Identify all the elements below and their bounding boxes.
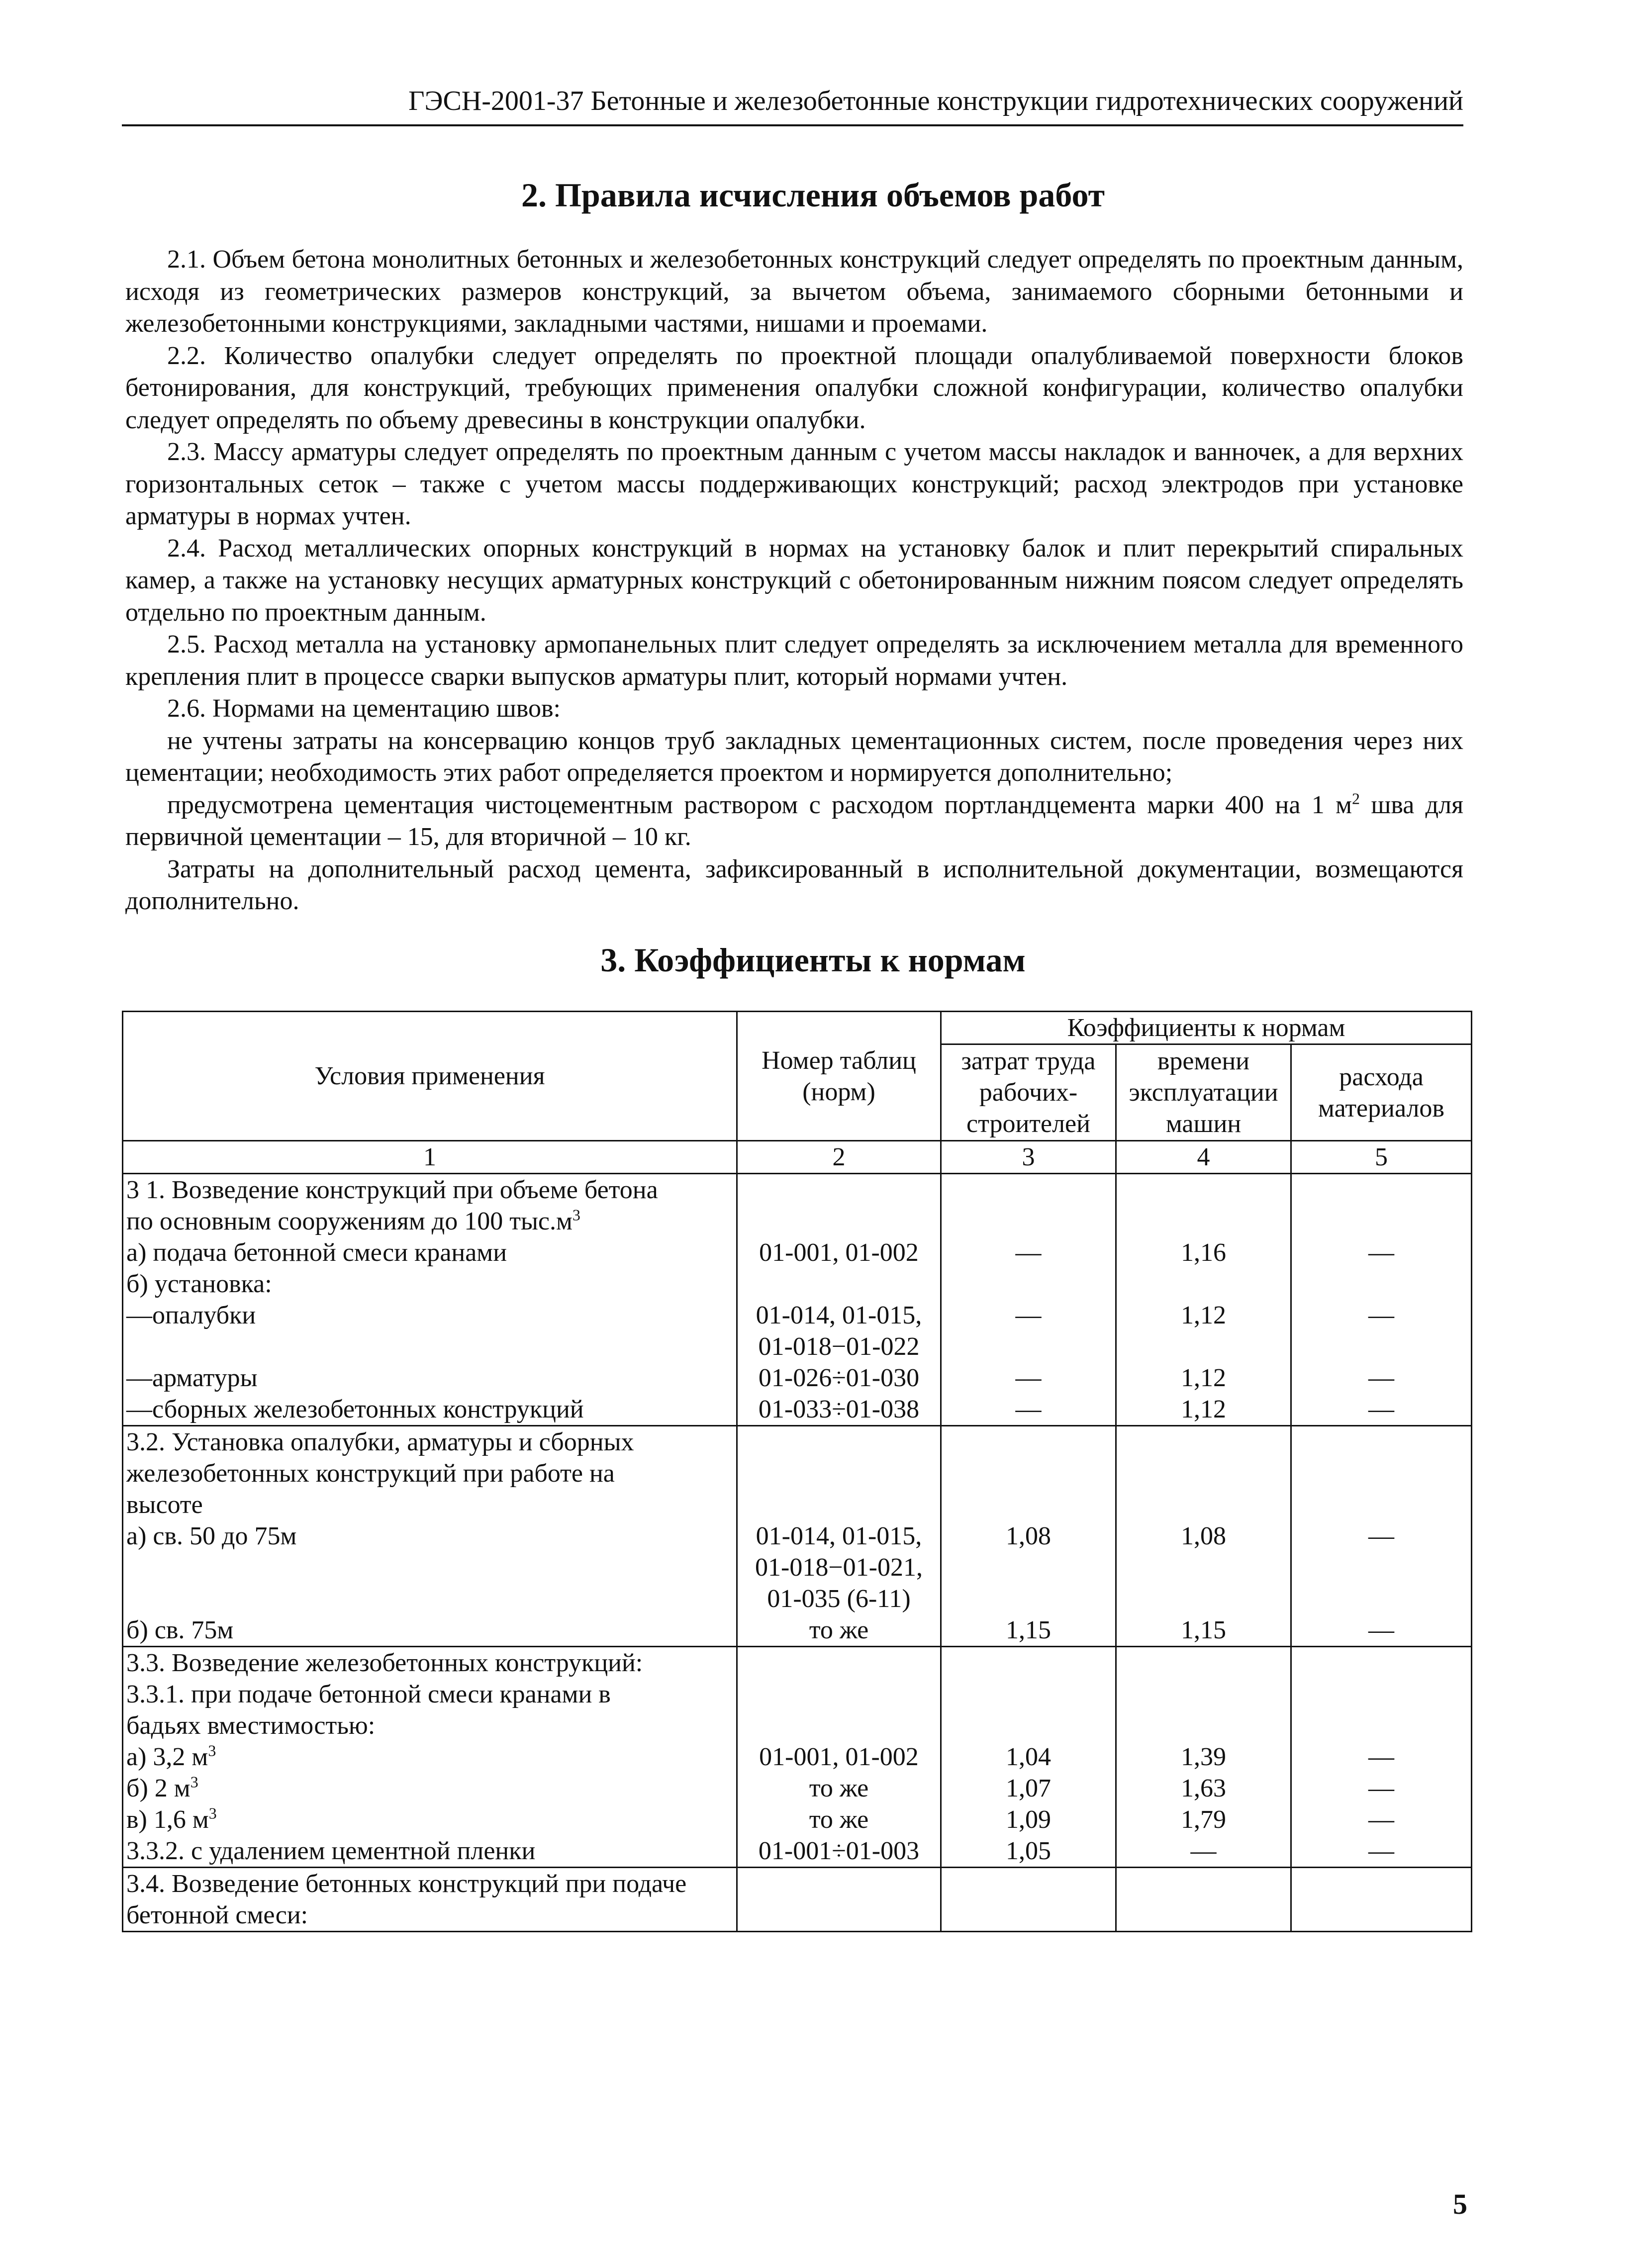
coefficient-value: 1,16 <box>1181 1238 1226 1267</box>
coefficient-value: — <box>1368 1774 1395 1802</box>
table-number: 01-035 (6-11) <box>767 1585 911 1613</box>
conditions-cell <box>123 1647 737 1868</box>
machines-cell <box>1116 1868 1291 1932</box>
row-title: бетонной смеси: <box>126 1901 308 1929</box>
condition-item <box>126 1804 733 1835</box>
condition-item <box>126 1773 733 1804</box>
column-number: 3 <box>941 1141 1116 1174</box>
row-title: 3 1. Возведение конструкций при объеме бетона <box>126 1176 658 1204</box>
labor-cell <box>941 1647 1116 1868</box>
condition-text: а) 3,2 м <box>126 1743 208 1771</box>
header-materials: расхода материалов <box>1291 1044 1472 1141</box>
coefficient-value: 1,08 <box>1006 1522 1051 1550</box>
coefficient-value: — <box>1368 1522 1395 1550</box>
table-numbers-cell <box>737 1174 941 1426</box>
row-title: железобетонных конструкций при работе на <box>126 1459 615 1488</box>
coefficient-value: 1,07 <box>1006 1774 1051 1802</box>
coefficient-value: 1,63 <box>1181 1774 1226 1802</box>
table-number: 01-001÷01-003 <box>758 1837 920 1865</box>
machines-cell <box>1116 1647 1291 1868</box>
coefficient-value: 1,12 <box>1181 1395 1226 1423</box>
header-machines: времени эксплуатации машин <box>1116 1044 1291 1141</box>
paragraph-2-6-2-text: предусмотрена цементация чистоцементным раствором с расходом портландцемента марки 400 на 1 м <box>167 790 1352 819</box>
row-title: бадьях вместимостью: <box>126 1711 376 1740</box>
row-title: 3.3. Возведение железобетонных конструкций: <box>126 1649 643 1677</box>
row-title: 3.2. Установка опалубки, арматуры и сборных <box>126 1428 634 1456</box>
section-2-title: 2. Правила исчисления объемов работ <box>521 176 1105 214</box>
page-number: 5 <box>1453 2188 1467 2220</box>
paragraph-2-5: 2.5. Расход металла на установку армопанельных плит следует определять за исключением металла для временного крепления плит в процессе сварки выпусков арматуры плит, который нормами учтен. <box>125 630 1463 691</box>
table-numbers-cell <box>737 1868 941 1932</box>
condition-item: б) св. 75м <box>126 1616 234 1644</box>
section-2-body <box>125 244 1463 918</box>
coefficient-value: 1,12 <box>1181 1301 1226 1329</box>
paragraph-2-1: 2.1. Объем бетона монолитных бетонных и железобетонных конструкций следует определять по проектным данным, исходя из геометрических размеров конструкций, за вычетом объема, занимаемого сборными бетонными и железобетонными конструкциями, закладными частями, нишами и проемами. <box>125 245 1463 338</box>
superscript: 3 <box>208 1741 216 1760</box>
machines-cell <box>1116 1426 1291 1647</box>
table-number: 01-033÷01-038 <box>758 1395 920 1423</box>
coefficient-value: 1,79 <box>1181 1805 1226 1834</box>
coefficient-value: — <box>1015 1301 1042 1329</box>
condition-item <box>126 1741 733 1773</box>
materials-cell <box>1291 1868 1472 1932</box>
coefficients-table <box>122 1011 1472 1932</box>
superscript: 3 <box>572 1206 580 1224</box>
condition-item: —арматуры <box>126 1364 258 1392</box>
condition-item: б) установка: <box>126 1270 272 1298</box>
table-row <box>123 1868 1472 1932</box>
coefficient-value: 1,04 <box>1006 1743 1051 1771</box>
paragraph-2-3: 2.3. Массу арматуры следует определять по проектным данным с учетом массы накладок и ванночек, а для верхних горизонтальных сеток – также с учетом массы поддерживающих конструкций; расход электродов при установке арматуры в нормах учтен. <box>125 438 1463 530</box>
coefficient-value: — <box>1015 1364 1042 1392</box>
table-row <box>123 1647 1472 1868</box>
table-numbers-cell <box>737 1647 941 1868</box>
coefficient-value: — <box>1368 1364 1395 1392</box>
paragraph-2-6-3: Затраты на дополнительный расход цемента, зафиксированный в исполнительной документации, возмещаются дополнительно. <box>125 854 1463 915</box>
table-number: то же <box>809 1616 869 1644</box>
condition-text: в) 1,6 м <box>126 1805 209 1834</box>
header-conditions: Условия применения <box>123 1012 737 1141</box>
materials-cell <box>1291 1174 1472 1426</box>
table-number: 01-001, 01-002 <box>759 1743 919 1771</box>
table-numbers-cell <box>737 1426 941 1647</box>
condition-text: б) 2 м <box>126 1774 191 1802</box>
coefficient-value: — <box>1368 1395 1395 1423</box>
condition-item: —опалубки <box>126 1301 256 1329</box>
table-number: то же <box>809 1774 869 1802</box>
coefficient-value: 1,39 <box>1181 1743 1226 1771</box>
labor-cell <box>941 1868 1116 1932</box>
labor-cell <box>941 1426 1116 1647</box>
header-coefficients: Коэффициенты к нормам <box>941 1012 1472 1044</box>
row-title: высоте <box>126 1491 203 1519</box>
column-number: 5 <box>1291 1141 1472 1174</box>
condition-item: а) подача бетонной смеси кранами <box>126 1238 507 1267</box>
table-number: 01-026÷01-030 <box>758 1364 920 1392</box>
coefficient-value: 1,15 <box>1006 1616 1051 1644</box>
coefficient-value: — <box>1015 1395 1042 1423</box>
materials-cell <box>1291 1647 1472 1868</box>
paragraph-2-6: 2.6. Нормами на цементацию швов: <box>167 694 561 723</box>
coefficient-value: — <box>1368 1616 1395 1644</box>
condition-item: 3.3.2. с удалением цементной пленки <box>126 1837 536 1865</box>
coefficient-value: — <box>1015 1238 1042 1267</box>
paragraph-2-4: 2.4. Расход металлических опорных конструкций в нормах на установку балок и плит перекрытий спиральных камер, а также на установку несущих арматурных конструкций с обетонированным нижним поясом следует определять отдельно по проектным данным. <box>125 534 1463 627</box>
table-number: 01-014, 01-015, <box>756 1301 922 1329</box>
table-number: 01-018−01-022 <box>758 1332 920 1361</box>
coefficient-value: 1,05 <box>1006 1837 1051 1865</box>
coefficient-value: 1,15 <box>1181 1616 1226 1644</box>
conditions-cell <box>123 1174 737 1426</box>
coefficient-value: 1,08 <box>1181 1522 1226 1550</box>
coefficient-value: — <box>1368 1301 1395 1329</box>
header-table-numbers: Номер таблиц (норм) <box>737 1012 941 1141</box>
paragraph-2-6-2-tail: шва для первичной цементации – 15, для вторичной – 10 кг. <box>125 790 1463 851</box>
table-number: то же <box>809 1805 869 1834</box>
paragraph-2-2: 2.2. Количество опалубки следует определять по проектной площади опалубливаемой поверхности блоков бетонирования, для конструкций, требующих применения опалубки сложной конфигурации, количество опалубки следует определять по объему древесины в конструкции опалубки. <box>125 341 1463 434</box>
machines-cell <box>1116 1174 1291 1426</box>
table-number: 01-018−01-021, <box>755 1553 923 1582</box>
table-row <box>123 1174 1472 1426</box>
conditions-cell <box>123 1868 737 1932</box>
coefficient-value: — <box>1190 1837 1217 1865</box>
table-row <box>123 1426 1472 1647</box>
row-title-text: по основным сооружениям до 100 тыс.м <box>126 1207 573 1235</box>
row-title: 3.3.1. при подаче бетонной смеси кранами в <box>126 1680 611 1708</box>
running-header: ГЭСН-2001-37 Бетонные и железобетонные конструкции гидротехнических сооружений <box>122 84 1463 126</box>
labor-cell <box>941 1174 1116 1426</box>
coefficient-value: — <box>1368 1238 1395 1267</box>
table-number: 01-014, 01-015, <box>756 1522 922 1550</box>
coefficient-value: — <box>1368 1837 1395 1865</box>
coefficient-value: 1,09 <box>1006 1805 1051 1834</box>
row-title <box>126 1206 733 1237</box>
condition-item: —сборных железобетонных конструкций <box>126 1395 584 1423</box>
superscript: 2 <box>1352 789 1360 808</box>
coefficient-value: — <box>1368 1743 1395 1771</box>
paragraph-2-6-2 <box>125 789 1463 853</box>
coefficient-value: 1,12 <box>1181 1364 1226 1392</box>
condition-item: а) св. 50 до 75м <box>126 1522 297 1550</box>
materials-cell <box>1291 1426 1472 1647</box>
table-number: 01-001, 01-002 <box>759 1238 919 1267</box>
section-3-title: 3. Коэффициенты к нормам <box>600 941 1026 979</box>
paragraph-2-6-1: не учтены затраты на консервацию концов труб закладных цементационных систем, после проведения через них цементации; необходимость этих работ определяется проектом и нормируется дополнительно; <box>125 726 1463 787</box>
coefficient-value: — <box>1368 1805 1395 1834</box>
superscript: 3 <box>208 1804 217 1822</box>
conditions-cell <box>123 1426 737 1647</box>
column-number: 4 <box>1116 1141 1291 1174</box>
column-number: 1 <box>123 1141 737 1174</box>
header-labor: затрат труда рабочих-строителей <box>941 1044 1116 1141</box>
row-title: 3.4. Возведение бетонных конструкций при подаче <box>126 1870 687 1898</box>
superscript: 3 <box>190 1773 198 1791</box>
column-number: 2 <box>737 1141 941 1174</box>
